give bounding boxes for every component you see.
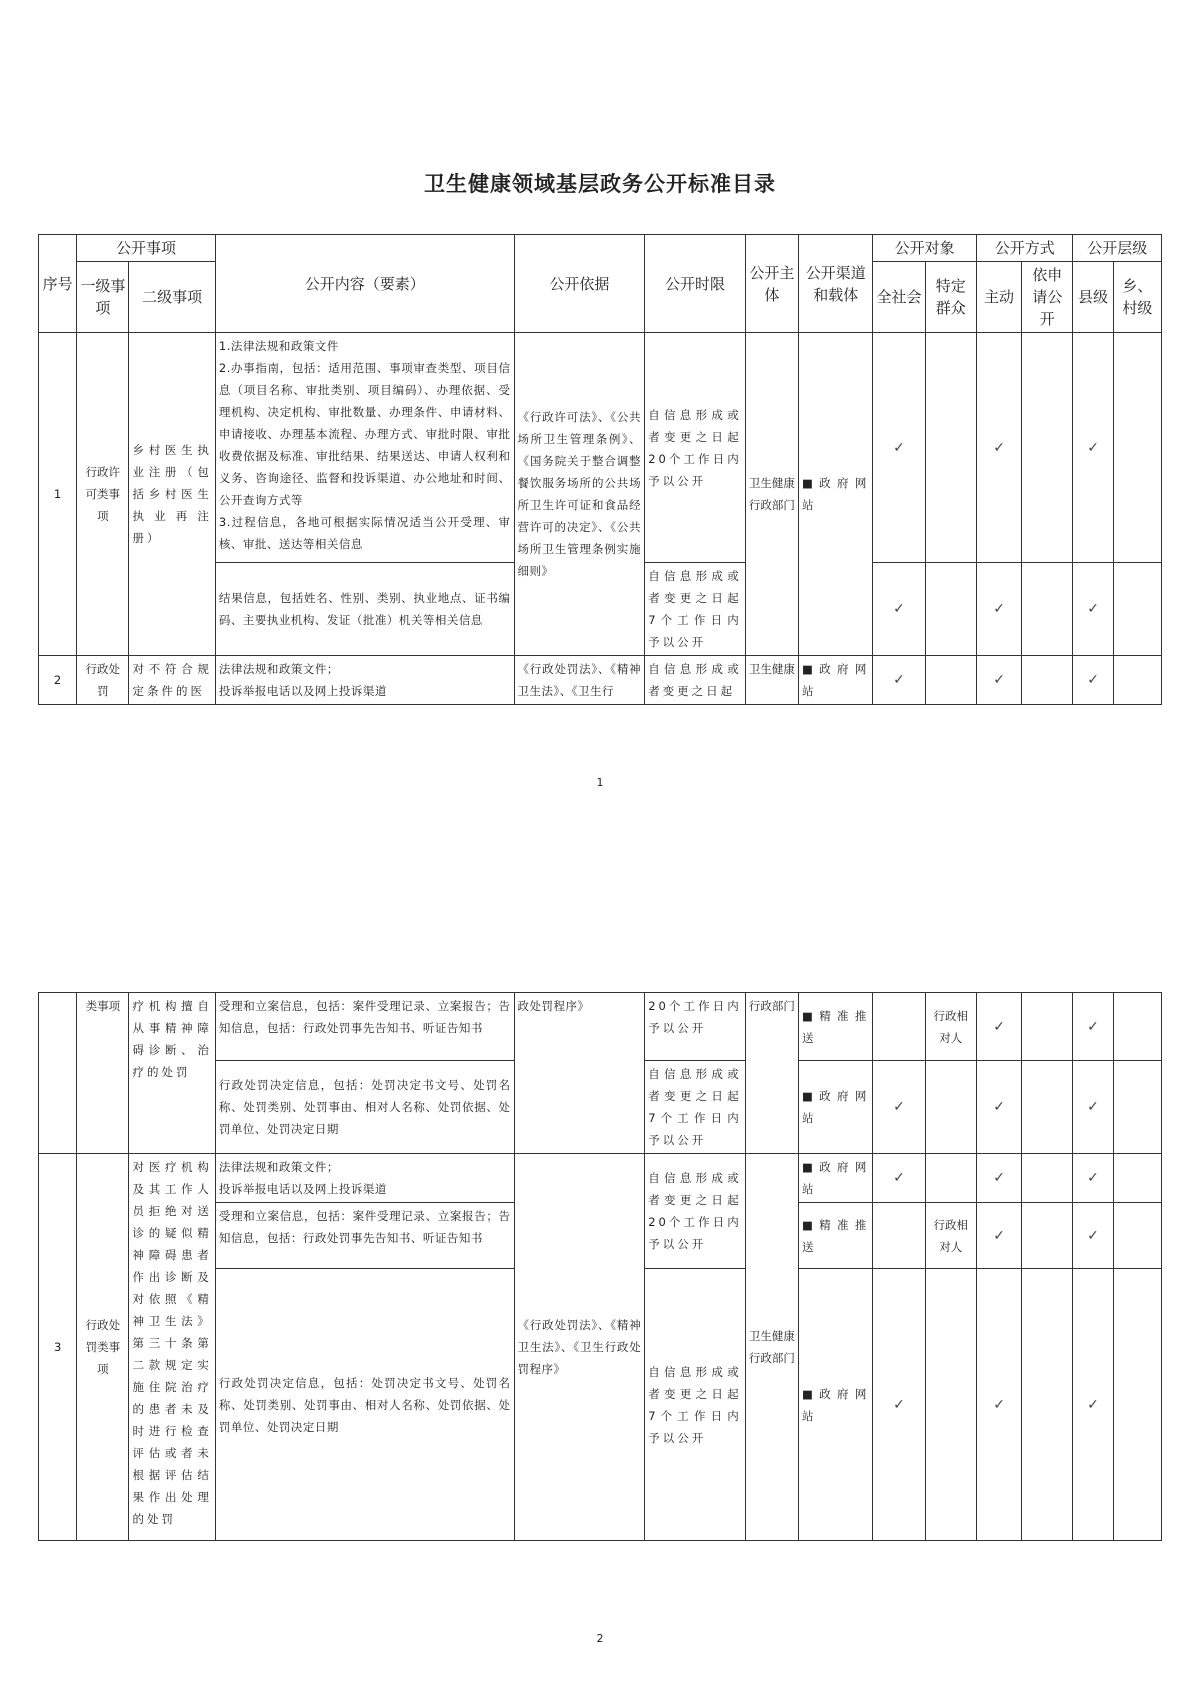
- row1-content-b: 结果信息，包括姓名、性别、类别、执业地点、证书编码、主要执业机构、发证（批准）机关等相关信息: [215, 563, 514, 656]
- header-on-request: 依申请公开: [1022, 262, 1073, 333]
- row3b-all-society: [873, 1203, 925, 1269]
- header-seq: 序号: [39, 235, 77, 333]
- row2-content-b: 受理和立案信息，包括：案件受理记录、立案报告；告知信息，包括：行政处罚事先告知书、听证告知书: [215, 993, 514, 1061]
- row2-channel-a: ■政府网站: [799, 656, 873, 705]
- row3-content-c: 行政处罚决定信息，包括：处罚决定书文号、处罚名称、处罚类别、处罚事由、相对人名称、处罚依据、处罚单位、处罚决定日期: [215, 1269, 514, 1541]
- header-target: 公开对象: [873, 235, 977, 262]
- row1a-active-check: ✓: [976, 333, 1021, 563]
- header-township: 乡、村级: [1113, 262, 1161, 333]
- header-content: 公开内容（要素）: [215, 235, 514, 333]
- row1-level2: 乡村医生执业注册（包括乡村医生执业再注册）: [129, 333, 215, 656]
- row2-seq: 2: [39, 656, 77, 705]
- row1-time-a: 自信息形成或者变更之日起20个工作日内予以公开: [645, 333, 746, 563]
- row1a-township: [1113, 333, 1161, 563]
- row3a-on-request: [1022, 1154, 1073, 1203]
- header-public-item: 公开事项: [77, 235, 216, 262]
- row3-channel-b: ■精准推送: [799, 1203, 873, 1269]
- row2a-on-request: [1022, 656, 1073, 705]
- page-number-2: 2: [596, 1632, 604, 1645]
- row2c-township: [1113, 1061, 1161, 1154]
- row2-subject-bottom: 行政部门: [745, 993, 798, 1154]
- catalog-table-page-2: [38, 992, 1162, 1541]
- row3c-county-check: ✓: [1073, 1269, 1113, 1541]
- row2-basis-bottom: 政处罚程序》: [514, 993, 645, 1154]
- row1a-all-society-check: ✓: [873, 333, 925, 563]
- page-title: 卫生健康领域基层政务公开标准目录: [424, 172, 776, 196]
- row2-time-c: 自信息形成或者变更之日起7个工作日内予以公开: [645, 1061, 746, 1154]
- catalog-table-page-1: [38, 234, 1162, 705]
- header-active: 主动: [976, 262, 1021, 333]
- row2-subject-top: 卫生健康: [745, 656, 798, 705]
- row3b-county-check: ✓: [1073, 1203, 1113, 1269]
- row3-content-a: 法律法规和政策文件； 投诉举报电话以及网上投诉渠道: [215, 1154, 514, 1203]
- row1-level1: 行政许可类事项: [77, 333, 129, 656]
- row3b-active-check: ✓: [976, 1203, 1021, 1269]
- page-number-1: 1: [596, 776, 604, 789]
- row2-level2-bottom: 疗机构擅自从事精神障碍诊断、治疗的处罚: [129, 993, 215, 1154]
- row3-level1: 行政处罚类事项: [77, 1154, 129, 1541]
- row2-content-a: 法律法规和政策文件； 投诉举报电话以及网上投诉渠道: [215, 656, 514, 705]
- row3-channel-c: ■政府网站: [799, 1269, 873, 1541]
- row3b-township: [1113, 1203, 1161, 1269]
- row1a-specific: [925, 333, 976, 563]
- row3a-specific: [925, 1154, 976, 1203]
- row2-level1-top: 行政处罚: [77, 656, 129, 705]
- header-all-society: 全社会: [873, 262, 925, 333]
- row3-channel-a: ■政府网站: [799, 1154, 873, 1203]
- row2a-township: [1113, 656, 1161, 705]
- row3c-on-request: [1022, 1269, 1073, 1541]
- row3-time-c: 自信息形成或者变更之日起7个工作日内予以公开: [645, 1269, 746, 1541]
- row2b-specific: 行政相对人: [925, 993, 976, 1061]
- row3c-active-check: ✓: [976, 1269, 1021, 1541]
- row2c-active-check: ✓: [976, 1061, 1021, 1154]
- header-specific: 特定群众: [925, 262, 976, 333]
- row2a-specific: [925, 656, 976, 705]
- row1b-county-check: ✓: [1073, 563, 1113, 656]
- row1b-specific: [925, 563, 976, 656]
- header-method: 公开方式: [976, 235, 1073, 262]
- row2c-specific: [925, 1061, 976, 1154]
- row1-content-a: 1.法律法规和政策文件 2.办事指南，包括：适用范围、事项审查类型、项目信息（项目名称、审批类别、项目编码）、办理依据、受理机构、决定机构、审批数量、办理条件、申请材料、申请接收、办理基本流程、办理方式、审批时限、审批收费依据及标准、审批结果、结果送达、申请人权利和义务、咨询途径、监督和投诉渠道、办公地址和时间、公开查询方式等 3.过程信息，各地可根据实际情况适当公开受理、审核、审批、送达等相关信息: [215, 333, 514, 563]
- row3c-specific: [925, 1269, 976, 1541]
- header-level2: 二级事项: [129, 262, 215, 333]
- row3c-township: [1113, 1269, 1161, 1541]
- row2-time-mid: 20个工作日内予以公开: [645, 993, 746, 1061]
- row3-content-b: 受理和立案信息，包括：案件受理记录、立案报告；告知信息，包括：行政处罚事先告知书、听证告知书: [215, 1203, 514, 1269]
- row2-time-top: 自信息形成或者变更之日起: [645, 656, 746, 705]
- row2b-county-check: ✓: [1073, 993, 1113, 1061]
- row2b-active-check: ✓: [976, 993, 1021, 1061]
- row1b-active-check: ✓: [976, 563, 1021, 656]
- row2-basis-top: 《行政处罚法》、《精神卫生法》、《卫生行: [514, 656, 645, 705]
- header-basis: 公开依据: [514, 235, 645, 333]
- row3c-all-society-check: ✓: [873, 1269, 925, 1541]
- header-level1: 一级事项: [77, 262, 129, 333]
- row3a-all-society-check: ✓: [873, 1154, 925, 1203]
- row1-seq: 1: [39, 333, 77, 656]
- row2-channel-b: ■精准推送: [799, 993, 873, 1061]
- row2-level1-bottom: 类事项: [77, 993, 129, 1154]
- row3a-township: [1113, 1154, 1161, 1203]
- row1-basis: 《行政许可法》、《公共场所卫生管理条例》、《国务院关于整合调整餐饮服务场所的公共场所卫生许可证和食品经营许可的决定》、《公共场所卫生管理条例实施细则》: [514, 333, 645, 656]
- row1a-county-check: ✓: [1073, 333, 1113, 563]
- row2-level2-top: 对不符合规定条件的医: [129, 656, 215, 705]
- row3b-on-request: [1022, 1203, 1073, 1269]
- row1-channel: ■政府网站: [799, 333, 873, 656]
- row2c-on-request: [1022, 1061, 1073, 1154]
- row1b-township: [1113, 563, 1161, 656]
- header-channel: 公开渠道和载体: [799, 235, 873, 333]
- row2b-all-society: [873, 993, 925, 1061]
- row2c-county-check: ✓: [1073, 1061, 1113, 1154]
- row1a-on-request: [1022, 333, 1073, 563]
- row2c-all-society-check: ✓: [873, 1061, 925, 1154]
- row2a-county-check: ✓: [1073, 656, 1113, 705]
- row3-time-a: 自信息形成或者变更之日起20个工作日内予以公开: [645, 1154, 746, 1269]
- row3-subject: 卫生健康行政部门: [745, 1154, 798, 1541]
- row2a-all-society-check: ✓: [873, 656, 925, 705]
- row3a-county-check: ✓: [1073, 1154, 1113, 1203]
- row3-seq: 3: [39, 1154, 77, 1541]
- row2-seq-cont: [39, 993, 77, 1154]
- row1-time-b: 自信息形成或者变更之日起7个工作日内予以公开: [645, 563, 746, 656]
- row2b-township: [1113, 993, 1161, 1061]
- header-subject: 公开主体: [745, 235, 798, 333]
- row3-basis: 《行政处罚法》、《精神卫生法》、《卫生行政处罚程序》: [514, 1154, 645, 1541]
- row2-content-c: 行政处罚决定信息，包括：处罚决定书文号、处罚名称、处罚类别、处罚事由、相对人名称、处罚依据、处罚单位、处罚决定日期: [215, 1061, 514, 1154]
- header-county: 县级: [1073, 262, 1113, 333]
- row3b-specific: 行政相对人: [925, 1203, 976, 1269]
- row3-level2: 对医疗机构及其工作人员拒绝对送诊的疑似精神障碍患者作出诊断及对依照《精神卫生法》第三十条第二款规定实施住院治疗的患者未及时进行检查评估或者未根据评估结果作出处理的处罚: [129, 1154, 215, 1541]
- row1-subject: 卫生健康行政部门: [745, 333, 798, 656]
- row2b-on-request: [1022, 993, 1073, 1061]
- row2-channel-c: ■政府网站: [799, 1061, 873, 1154]
- header-time: 公开时限: [645, 235, 746, 333]
- row1b-on-request: [1022, 563, 1073, 656]
- header-level: 公开层级: [1073, 235, 1162, 262]
- row3a-active-check: ✓: [976, 1154, 1021, 1203]
- row1b-all-society-check: ✓: [873, 563, 925, 656]
- row2a-active-check: ✓: [976, 656, 1021, 705]
